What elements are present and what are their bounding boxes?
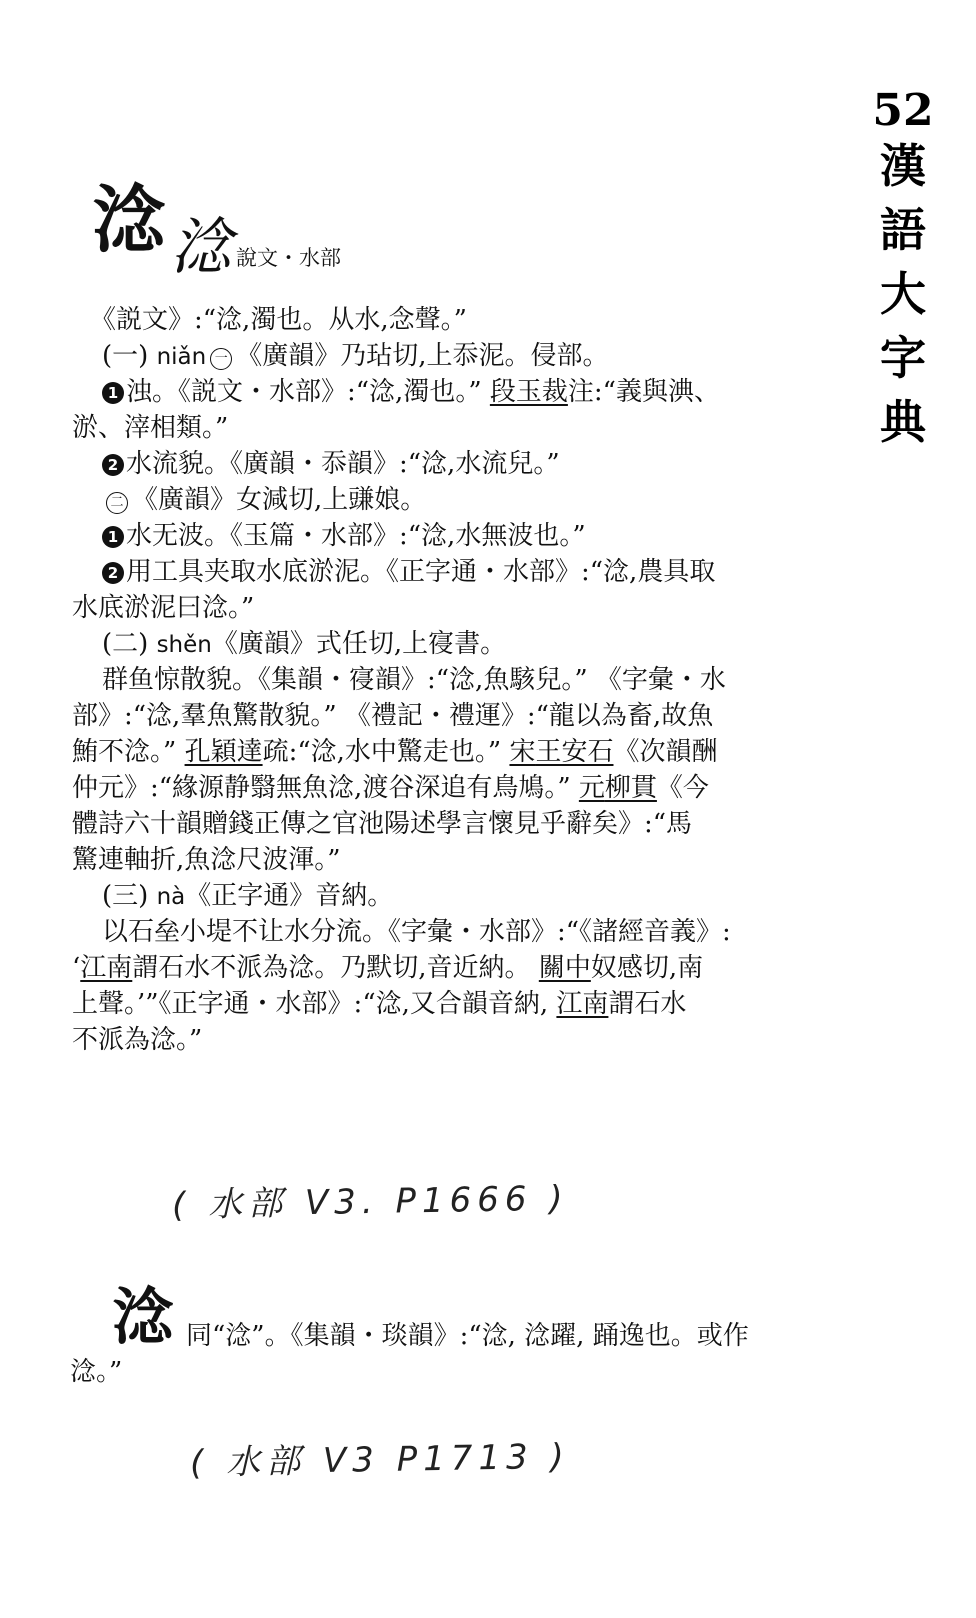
entry-line: (三) nà《正字通》音納。	[102, 881, 394, 911]
entry-line: 體詩六十韻贈錢正傳之官池陽述學言懷見乎辭矣》:“馬	[72, 809, 693, 839]
dictionary-title: 漢語大字典	[880, 139, 926, 449]
entry-line: (二) shěn《廣韻》式任切,上寑書。	[102, 629, 507, 659]
filled-circle-two-icon: 2	[102, 454, 124, 476]
entry-line: 水底淤泥曰淰。”	[72, 593, 255, 623]
entry-line: 驚連軸折,魚淰尺波渾。”	[72, 845, 341, 875]
handwritten-reference: ( 水部 V3 P1713 )	[189, 1436, 571, 1484]
entry-head-character: 淰	[112, 1280, 175, 1353]
entry-line: ‘江南謂石水不派為淰。乃默切,音近納。 關中奴感切,南	[72, 953, 704, 983]
entry-line: 不派為淰。”	[72, 1025, 203, 1055]
page-number: 52	[872, 85, 934, 136]
entry-line: 2 水流貌。《廣韻・忝韻》:“淰,水流兒。”	[72, 446, 834, 482]
circled-one-icon: 一	[210, 348, 232, 370]
filled-circle-two-icon: 2	[102, 562, 124, 584]
entry-head-character: 淰	[92, 177, 166, 263]
entry-body	[70, 1318, 840, 1390]
entry-body	[72, 302, 834, 1058]
seal-script-character: 淰	[170, 210, 233, 283]
entry-line: 2 用工具夹取水底淤泥。《正字通・水部》:“淰,農具取	[72, 554, 834, 590]
entry-line: 仲元》:“緣源静翳無魚淰,渡谷深追有鳥鳩。” 元柳貫《今	[72, 773, 709, 803]
entry-line: 1 浊。《説文・水部》:“淰,濁也。” 段玉裁注:“義與淟、	[72, 374, 834, 410]
entry-line: 淰。”	[70, 1357, 123, 1387]
entry-line: 群鱼惊散貌。《集韻・寑韻》:“淰,魚駭兒。” 《字彙・水	[102, 665, 726, 695]
entry-line: 以石垒小堤不让水分流。《字彙・水部》:“《諸經音義》:	[102, 917, 731, 947]
entry-line: 同“淰”。《集韻・琰韻》:“淰, 淰躍, 踊逸也。或作	[186, 1321, 749, 1351]
entry-line: 部》:“淰,羣魚驚散貌。” 《禮記・禮運》:“龍以為畜,故魚	[72, 701, 714, 731]
filled-circle-one-icon: 1	[102, 382, 124, 404]
circled-two-icon: 二	[106, 492, 128, 514]
entry-line: 鮪不淰。” 孔穎達疏:“淰,水中驚走也。” 宋王安石《次韻酬	[72, 737, 718, 767]
entry-line: 二 《廣韻》女減切,上豏娘。	[72, 482, 834, 518]
side-header	[868, 85, 938, 454]
seal-source: 說文・水部	[236, 246, 341, 270]
entry-line: 上聲。’”《正字通・水部》:“淰,又合韻音納, 江南謂石水	[72, 989, 687, 1019]
entry-line: (一) niǎn 一 《廣韻》乃玷切,上忝泥。侵部。	[102, 341, 609, 371]
entry-line: 淤、滓相類。”	[72, 413, 229, 443]
entry-line: 1 水无波。《玉篇・水部》:“淰,水無波也。”	[72, 518, 834, 554]
handwritten-reference: ( 水部 V3. P1666 )	[171, 1178, 569, 1226]
entry-line: 《説文》:“淰,濁也。从水,念聲。”	[90, 305, 467, 335]
filled-circle-one-icon: 1	[102, 526, 124, 548]
